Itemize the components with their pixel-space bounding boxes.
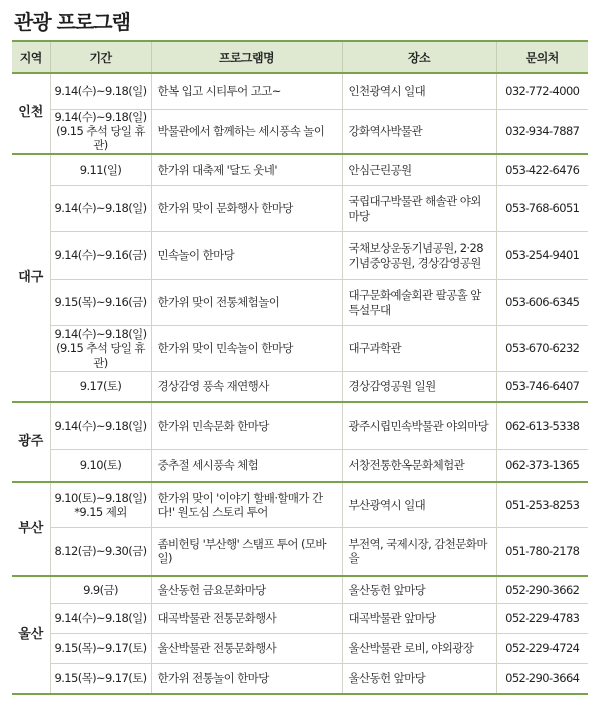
contact-cell: 052-290-3662 — [496, 576, 588, 604]
period-dates: 9.14(수)~9.16(금) — [54, 248, 147, 263]
contact-cell: 052-229-4724 — [496, 634, 588, 664]
period-dates: 9.14(수)~9.18(일) — [54, 418, 147, 433]
period-note: (9.15 추석 당일 휴관) — [56, 123, 145, 153]
period-cell — [50, 482, 151, 528]
column-header-place: 장소 — [342, 41, 496, 73]
place-cell: 안심근린공원 — [342, 154, 496, 186]
contact-cell: 053-746-6407 — [496, 372, 588, 402]
place-cell: 경상감영공원 일원 — [342, 372, 496, 402]
table-row — [12, 664, 588, 694]
table-row — [12, 109, 588, 154]
program-cell: 한가위 대축제 '달도 웃네' — [151, 154, 342, 186]
region-cell: 대구 — [12, 154, 50, 402]
period-dates: 9.15(목)~9.17(토) — [54, 671, 147, 686]
contact-cell: 051-253-8253 — [496, 482, 588, 528]
page-title: 관광 프로그램 — [14, 10, 130, 34]
contact-cell: 062-373-1365 — [496, 450, 588, 482]
period-dates: 9.14(수)~9.18(일) — [54, 327, 147, 342]
period-dates: 9.11(일) — [79, 162, 122, 177]
period-cell — [50, 372, 151, 402]
contact-cell: 032-934-7887 — [496, 109, 588, 154]
place-cell: 부산광역시 일대 — [342, 482, 496, 528]
table-row — [12, 372, 588, 402]
column-header-region: 지역 — [12, 41, 50, 73]
period-cell — [50, 280, 151, 326]
period-dates: 9.9(금) — [83, 582, 118, 597]
table-row — [12, 73, 588, 109]
program-cell: 민속놀이 한마당 — [151, 232, 342, 280]
period-cell — [50, 634, 151, 664]
program-cell: 좀비헌팅 '부산행' 스탬프 투어 (모바일) — [151, 528, 342, 576]
period-dates: 9.15(목)~9.16(금) — [54, 295, 147, 310]
column-header-period: 기간 — [50, 41, 151, 73]
place-cell: 인천광역시 일대 — [342, 73, 496, 109]
period-cell — [50, 402, 151, 450]
program-cell: 한가위 맞이 '이야기 할배·할매가 간다!' 원도심 스토리 투어 — [151, 482, 342, 528]
period-cell — [50, 232, 151, 280]
place-cell: 대구과학관 — [342, 326, 496, 372]
contact-cell: 052-290-3664 — [496, 664, 588, 694]
program-cell: 대곡박물관 전통문화행사 — [151, 604, 342, 634]
program-cell: 한가위 민속문화 한마당 — [151, 402, 342, 450]
place-cell: 대구문화예술회관 팔공홀 앞 특설무대 — [342, 280, 496, 326]
contact-cell: 051-780-2178 — [496, 528, 588, 576]
period-dates: 9.10(토) — [79, 458, 122, 473]
period-cell — [50, 576, 151, 604]
program-cell: 한가위 맞이 문화행사 한마당 — [151, 186, 342, 232]
program-cell: 한복 입고 시티투어 고고~ — [151, 73, 342, 109]
place-cell: 울산동헌 앞마당 — [342, 664, 496, 694]
place-cell: 서창전통한옥문화체험관 — [342, 450, 496, 482]
period-dates: 9.14(수)~9.18(일) — [54, 611, 147, 626]
place-cell: 광주시립민속박물관 야외마당 — [342, 402, 496, 450]
period-cell — [50, 604, 151, 634]
program-cell: 중추절 세시풍속 체험 — [151, 450, 342, 482]
place-cell: 울산동헌 앞마당 — [342, 576, 496, 604]
period-dates: 9.14(수)~9.18(일) — [54, 84, 147, 99]
place-cell: 부전역, 국제시장, 감천문화마을 — [342, 528, 496, 576]
contact-cell: 052-229-4783 — [496, 604, 588, 634]
period-cell — [50, 664, 151, 694]
period-cell — [50, 528, 151, 576]
table-row — [12, 154, 588, 186]
table-row — [12, 634, 588, 664]
program-cell: 경상감영 풍속 재연행사 — [151, 372, 342, 402]
period-dates: 9.14(수)~9.18(일) — [54, 109, 147, 124]
contact-cell: 053-422-6476 — [496, 154, 588, 186]
region-cell: 부산 — [12, 482, 50, 576]
column-header-program: 프로그램명 — [151, 41, 342, 73]
region-cell: 울산 — [12, 576, 50, 694]
period-cell — [50, 450, 151, 482]
period-cell — [50, 73, 151, 109]
table-body — [12, 73, 588, 694]
period-dates: 9.14(수)~9.18(일) — [54, 201, 147, 216]
contact-cell: 053-254-9401 — [496, 232, 588, 280]
program-cell: 울산동헌 금요문화마당 — [151, 576, 342, 604]
program-cell: 한가위 맞이 전통체험놀이 — [151, 280, 342, 326]
table-header-row — [12, 41, 588, 73]
region-cell: 인천 — [12, 73, 50, 154]
program-cell: 한가위 전통놀이 한마당 — [151, 664, 342, 694]
period-dates: 9.10(토)~9.18(일) — [54, 490, 147, 505]
contact-cell: 053-768-6051 — [496, 186, 588, 232]
table-row — [12, 528, 588, 576]
table-row — [12, 576, 588, 604]
contact-cell: 053-670-6232 — [496, 326, 588, 372]
program-cell: 박물관에서 함께하는 세시풍속 놀이 — [151, 109, 342, 154]
period-dates: 9.15(목)~9.17(토) — [54, 641, 147, 656]
program-cell: 울산박물관 전통문화행사 — [151, 634, 342, 664]
period-cell — [50, 186, 151, 232]
contact-cell: 053-606-6345 — [496, 280, 588, 326]
place-cell: 국채보상운동기념공원, 2·28 기념중앙공원, 경상감영공원 — [342, 232, 496, 280]
contact-cell: 062-613-5338 — [496, 402, 588, 450]
table-row — [12, 450, 588, 482]
table-row — [12, 326, 588, 372]
period-cell — [50, 109, 151, 154]
program-cell: 한가위 맞이 민속놀이 한마당 — [151, 326, 342, 372]
table-row — [12, 482, 588, 528]
place-cell: 대곡박물관 앞마당 — [342, 604, 496, 634]
table-row — [12, 232, 588, 280]
table-row — [12, 186, 588, 232]
period-note: *9.15 제외 — [74, 504, 127, 519]
tourism-program-table — [12, 40, 588, 695]
table-row — [12, 280, 588, 326]
table-row — [12, 402, 588, 450]
period-cell — [50, 326, 151, 372]
region-cell: 광주 — [12, 402, 50, 482]
contact-cell: 032-772-4000 — [496, 73, 588, 109]
period-dates: 9.17(토) — [79, 379, 122, 394]
place-cell: 국립대구박물관 해솔관 야외마당 — [342, 186, 496, 232]
place-cell: 강화역사박물관 — [342, 109, 496, 154]
table-row — [12, 604, 588, 634]
place-cell: 울산박물관 로비, 야외광장 — [342, 634, 496, 664]
period-dates: 8.12(금)~9.30(금) — [54, 544, 147, 559]
period-note: (9.15 추석 당일 휴관) — [56, 341, 145, 370]
column-header-contact: 문의처 — [496, 41, 588, 73]
period-cell — [50, 154, 151, 186]
